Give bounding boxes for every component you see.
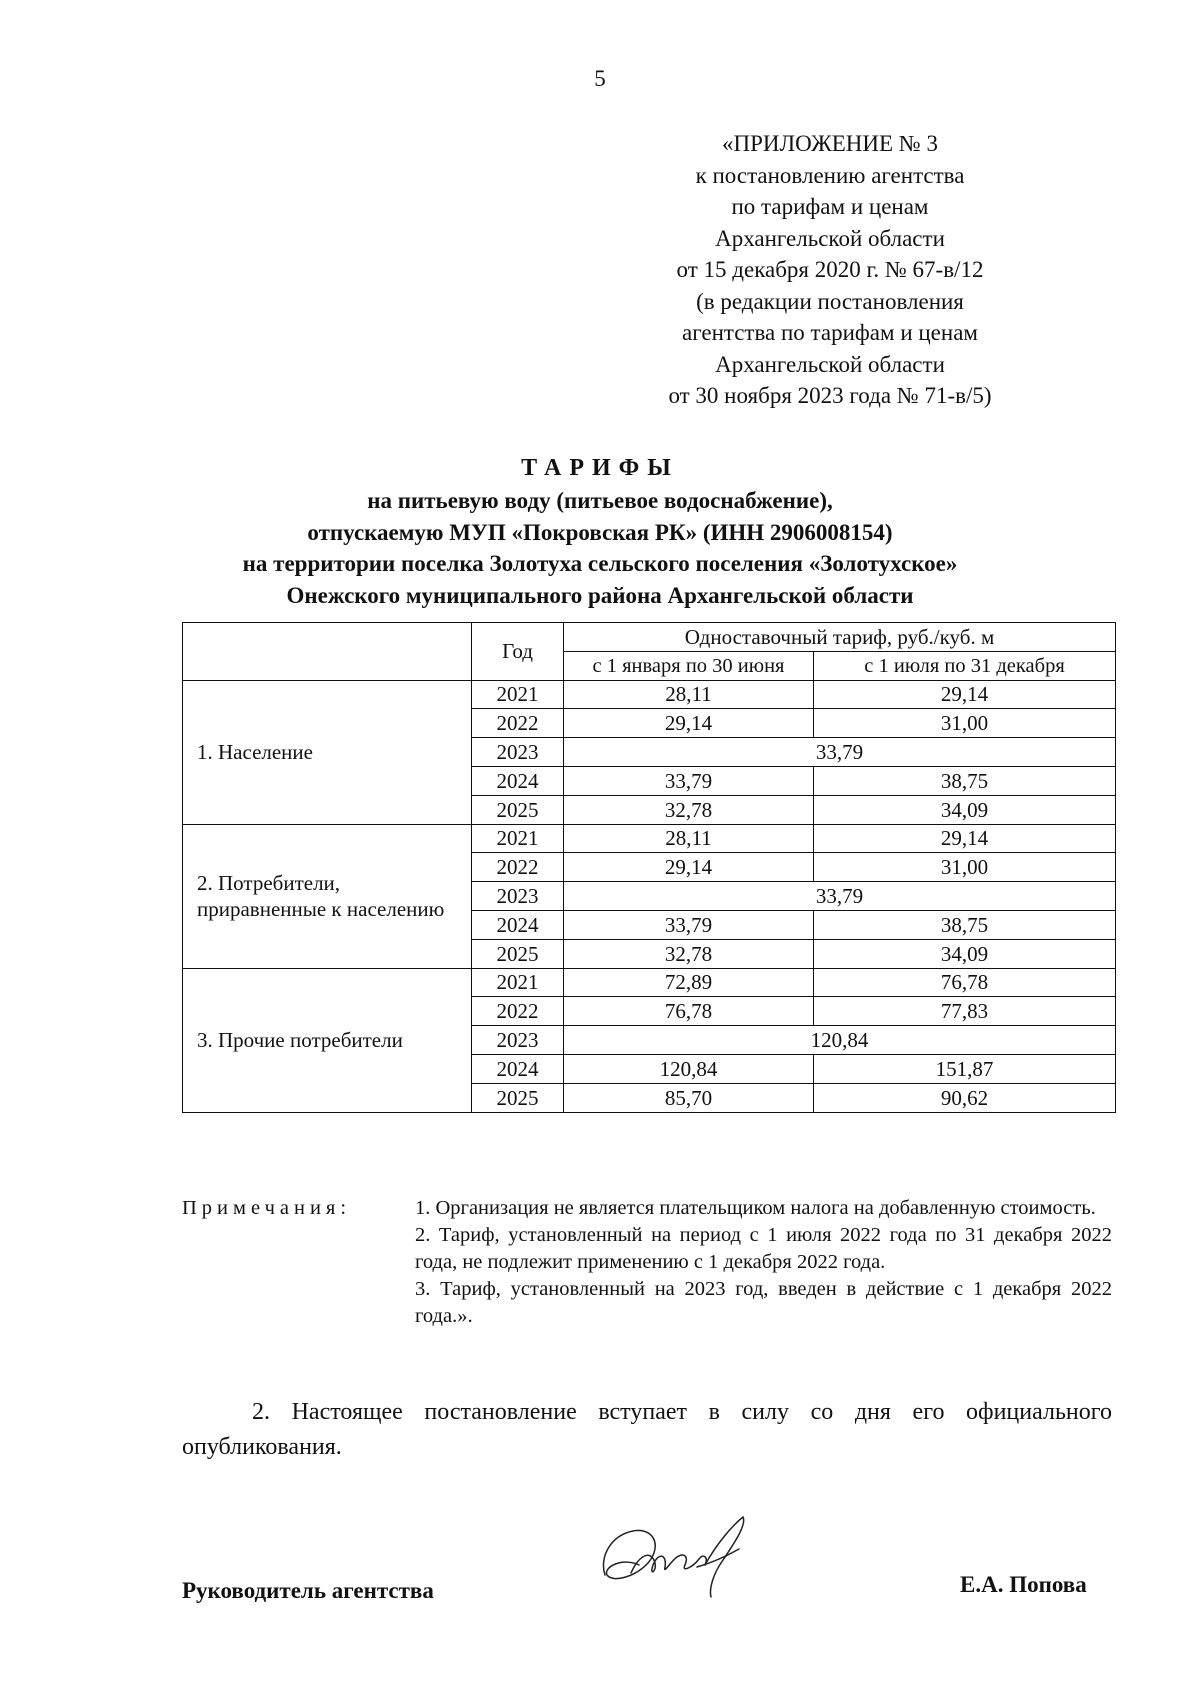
- appendix-line: от 30 ноября 2023 года № 71-в/5): [668, 383, 992, 408]
- appendix-line: «ПРИЛОЖЕНИЕ № 3: [721, 131, 939, 156]
- year-cell: 2022: [472, 997, 564, 1026]
- year-cell: 2025: [472, 939, 564, 968]
- appendix-line: от 15 декабря 2020 г. № 67-в/12: [676, 257, 984, 282]
- tariff-full-year-cell: 120,84: [564, 1026, 1116, 1055]
- year-cell: 2021: [472, 968, 564, 997]
- document-title: [0, 452, 1200, 611]
- note-item: 2. Тариф, установленный на период с 1 июля 2022 года по 31 декабря 2022 года, не подлежит применению с 1 декабря 2022 года.: [415, 1224, 1112, 1273]
- tariff-second-half-cell: 77,83: [814, 997, 1116, 1026]
- year-cell: 2024: [472, 1054, 564, 1083]
- tariff-second-half-cell: 31,00: [814, 853, 1116, 882]
- title-main: ТАРИФЫ: [521, 455, 679, 481]
- year-cell: 2025: [472, 795, 564, 824]
- tariff-second-half-cell: 29,14: [814, 680, 1116, 709]
- tariff-first-half-cell: 120,84: [564, 1054, 814, 1083]
- appendix-line: Архангельской области: [715, 225, 945, 251]
- tariff-second-half-cell: 38,75: [814, 910, 1116, 939]
- table-row: [183, 968, 1116, 997]
- tariff-second-half-cell: 76,78: [814, 968, 1116, 997]
- appendix-line: (в редакции постановления: [696, 288, 964, 314]
- tariff-first-half-cell: 72,89: [564, 968, 814, 997]
- year-cell: 2021: [472, 824, 564, 853]
- tariff-second-half-cell: 38,75: [814, 766, 1116, 795]
- title-line: на территории поселка Золотуха сельского поселения «Золотухское»: [242, 551, 958, 576]
- appendix-line: Архангельской области: [715, 351, 945, 377]
- year-cell: 2023: [472, 1026, 564, 1055]
- tariff-second-half-cell: 34,09: [814, 939, 1116, 968]
- tariff-full-year-cell: 33,79: [564, 738, 1116, 767]
- table-row: [183, 680, 1116, 709]
- appendix-line: к постановлению агентства: [695, 162, 965, 188]
- tariff-first-half-cell: 32,78: [564, 795, 814, 824]
- tariff-first-half-cell: 33,79: [564, 910, 814, 939]
- clause-text: 2. Настоящее постановление вступает в силу со дня его официального опубликования.: [182, 1399, 1112, 1460]
- header-year: Год: [472, 623, 564, 681]
- note-item: 1. Организация не является плательщиком налога на добавленную стоимость.: [415, 1197, 1096, 1219]
- header-empty-cell: [183, 623, 472, 681]
- header-first-half: с 1 января по 30 июня: [564, 651, 814, 680]
- year-cell: 2022: [472, 853, 564, 882]
- notes-label: Примечания:: [182, 1197, 352, 1219]
- tariff-second-half-cell: 31,00: [814, 709, 1116, 738]
- consumer-category: 1. Население: [183, 680, 472, 824]
- tariff-second-half-cell: 29,14: [814, 824, 1116, 853]
- year-cell: 2023: [472, 882, 564, 911]
- tariff-second-half-cell: 90,62: [814, 1083, 1116, 1112]
- header-second-half: с 1 июля по 31 декабря: [814, 651, 1116, 680]
- tariff-first-half-cell: 32,78: [564, 939, 814, 968]
- signatory-position: Руководитель агентства: [182, 1578, 434, 1603]
- year-cell: 2023: [472, 738, 564, 767]
- appendix-line: по тарифам и ценам: [731, 194, 929, 219]
- appendix-header: [630, 128, 1030, 412]
- year-cell: 2021: [472, 680, 564, 709]
- note-item: 3. Тариф, установленный на 2023 год, введен в действие с 1 декабря 2022 года.».: [415, 1278, 1112, 1327]
- tariff-first-half-cell: 28,11: [564, 680, 814, 709]
- consumer-category: 2. Потребители, приравненные к населению: [183, 824, 472, 968]
- header-tariff: Одноставочный тариф, руб./куб. м: [564, 623, 1116, 652]
- tariff-first-half-cell: 85,70: [564, 1083, 814, 1112]
- tariff-second-half-cell: 151,87: [814, 1054, 1116, 1083]
- title-line: отпускаемую МУП «Покровская РК» (ИНН 2906008154): [307, 519, 893, 545]
- tariff-first-half-cell: 29,14: [564, 853, 814, 882]
- year-cell: 2025: [472, 1083, 564, 1112]
- tariff-first-half-cell: 28,11: [564, 824, 814, 853]
- tariff-table: [182, 622, 1116, 1113]
- year-cell: 2022: [472, 709, 564, 738]
- table-row: [183, 824, 1116, 853]
- tariff-second-half-cell: 34,09: [814, 795, 1116, 824]
- year-cell: 2024: [472, 766, 564, 795]
- title-line: на питьевую воду (питьевое водоснабжение),: [367, 488, 833, 513]
- consumer-category: 3. Прочие потребители: [183, 968, 472, 1112]
- signature-image: [593, 1505, 753, 1615]
- title-line: Онежского муниципального района Архангельской области: [286, 582, 914, 608]
- year-cell: 2024: [472, 910, 564, 939]
- tariff-first-half-cell: 76,78: [564, 997, 814, 1026]
- table-header-row: [183, 623, 1116, 652]
- appendix-line: агентства по тарифам и ценам: [682, 320, 978, 345]
- page-number: 5: [594, 66, 606, 91]
- tariff-first-half-cell: 33,79: [564, 766, 814, 795]
- tariff-first-half-cell: 29,14: [564, 709, 814, 738]
- tariff-full-year-cell: 33,79: [564, 882, 1116, 911]
- signatory-name: Е.А. Попова: [960, 1572, 1087, 1597]
